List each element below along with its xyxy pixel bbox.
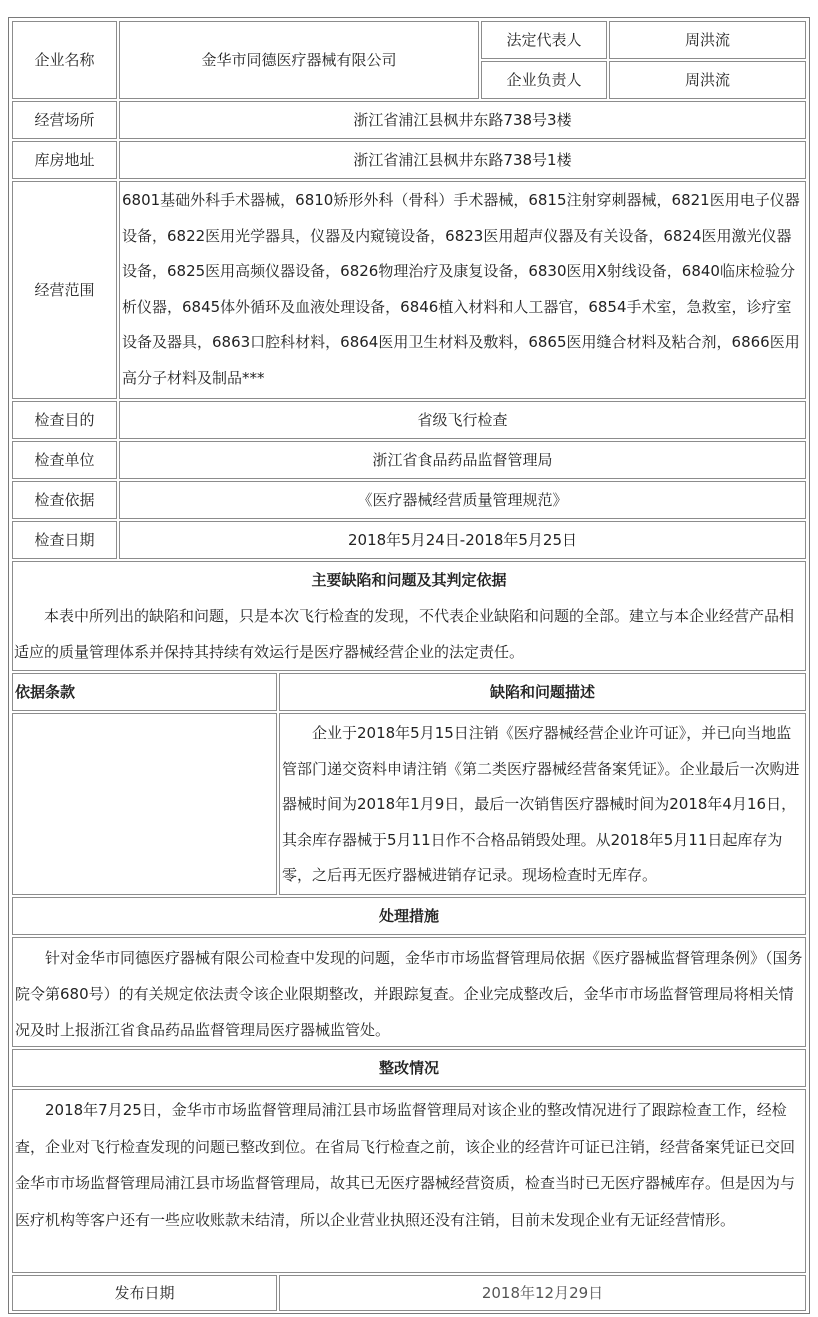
- basis-value: 《医疗器械经营质量管理规范》: [119, 481, 806, 519]
- defects-section: [12, 561, 806, 671]
- unit-value: 浙江省食品药品监督管理局: [119, 441, 806, 479]
- business-site-label: 经营场所: [12, 101, 117, 139]
- company-name-value: 金华市同德医疗器械有限公司: [119, 21, 479, 99]
- date-label: 检查日期: [12, 521, 117, 559]
- column-desc-header: 缺陷和问题描述: [279, 673, 806, 711]
- unit-label: 检查单位: [12, 441, 117, 479]
- legal-rep-label: 法定代表人: [481, 21, 607, 59]
- rectification-title: 整改情况: [12, 1049, 806, 1087]
- basis-label: 检查依据: [12, 481, 117, 519]
- purpose-label: 检查目的: [12, 401, 117, 439]
- publish-date-value: 2018年12月29日: [279, 1275, 806, 1311]
- legal-rep-value: 周洪流: [609, 21, 806, 59]
- purpose-value: 省级飞行检查: [119, 401, 806, 439]
- defect-description: 企业于2018年5月15日注销《医疗器械经营企业许可证》，并已向当地监管部门递交资料申请注销《第二类医疗器械经营备案凭证》。企业最后一次购进器械时间为2018年1月9日，最后一次销售医疗器械时间为2018年4月16日，其余库存器械于5月11日作不合格品销毁处理。从2018年5月11日起库存为零，之后再无医疗器械进销存记录。现场检查时无库存。: [279, 713, 806, 895]
- defects-title: 主要缺陷和问题及其判定依据: [311, 571, 507, 589]
- measures-text: 针对金华市同德医疗器械有限公司检查中发现的问题，金华市市场监督管理局依据《医疗器械监督管理条例》（国务院令第680号）的有关规定依法责令该企业限期整改，并跟踪复查。企业完成整改后，金华市市场监督管理局将相关情况及时上报浙江省食品药品监督管理局医疗器械监管处。: [12, 937, 806, 1047]
- measures-title: 处理措施: [12, 897, 806, 935]
- defect-basis-value: [12, 713, 277, 895]
- warehouse-label: 库房地址: [12, 141, 117, 179]
- principal-value: 周洪流: [609, 61, 806, 99]
- date-value: 2018年5月24日-2018年5月25日: [119, 521, 806, 559]
- scope-value: 6801基础外科手术器械，6810矫形外科（骨科）手术器械，6815注射穿刺器械，6821医用电子仪器设备，6822医用光学器具，仪器及内窥镜设备，6823医用超声仪器及有关设备，6824医用激光仪器设备，6825医用高频仪器设备，6826物理治疗及康复设备，6830医用X射线设备，6840临床检验分析仪器，6845体外循环及血液处理设备，6846植入材料和人工器官，6854手术室，急救室，诊疗室设备及器具，6863口腔科材料，6864医用卫生材料及敷料，6865医用缝合材料及粘合剂，6866医用高分子材料及制品***: [119, 181, 806, 399]
- rectification-text: 2018年7月25日，金华市市场监督管理局浦江县市场监督管理局对该企业的整改情况进行了跟踪检查工作，经检查，企业对飞行检查发现的问题已整改到位。在省局飞行检查之前，该企业的经营许可证已注销，经营备案凭证已交回金华市市场监督管理局浦江县市场监督管理局，故其已无医疗器械经营资质，检查当时已无医疗器械库存。但是因为与医疗机构等客户还有一些应收账款未结清，所以企业营业执照还没有注销，目前未发现企业有无证经营情形。: [12, 1089, 806, 1273]
- business-site-value: 浙江省浦江县枫井东路738号3楼: [119, 101, 806, 139]
- defects-intro: 本表中所列出的缺陷和问题，只是本次飞行检查的发现，不代表企业缺陷和问题的全部。建立与本企业经营产品相适应的质量管理体系并保持其持续有效运行是医疗器械经营企业的法定责任。: [14, 607, 795, 661]
- warehouse-value: 浙江省浦江县枫井东路738号1楼: [119, 141, 806, 179]
- principal-label: 企业负责人: [481, 61, 607, 99]
- scope-label: 经营范围: [12, 181, 117, 399]
- publish-date-label: 发布日期: [12, 1275, 277, 1311]
- column-basis-header: 依据条款: [12, 673, 277, 711]
- company-name-label: 企业名称: [12, 21, 117, 99]
- inspection-report-table: [8, 17, 810, 1314]
